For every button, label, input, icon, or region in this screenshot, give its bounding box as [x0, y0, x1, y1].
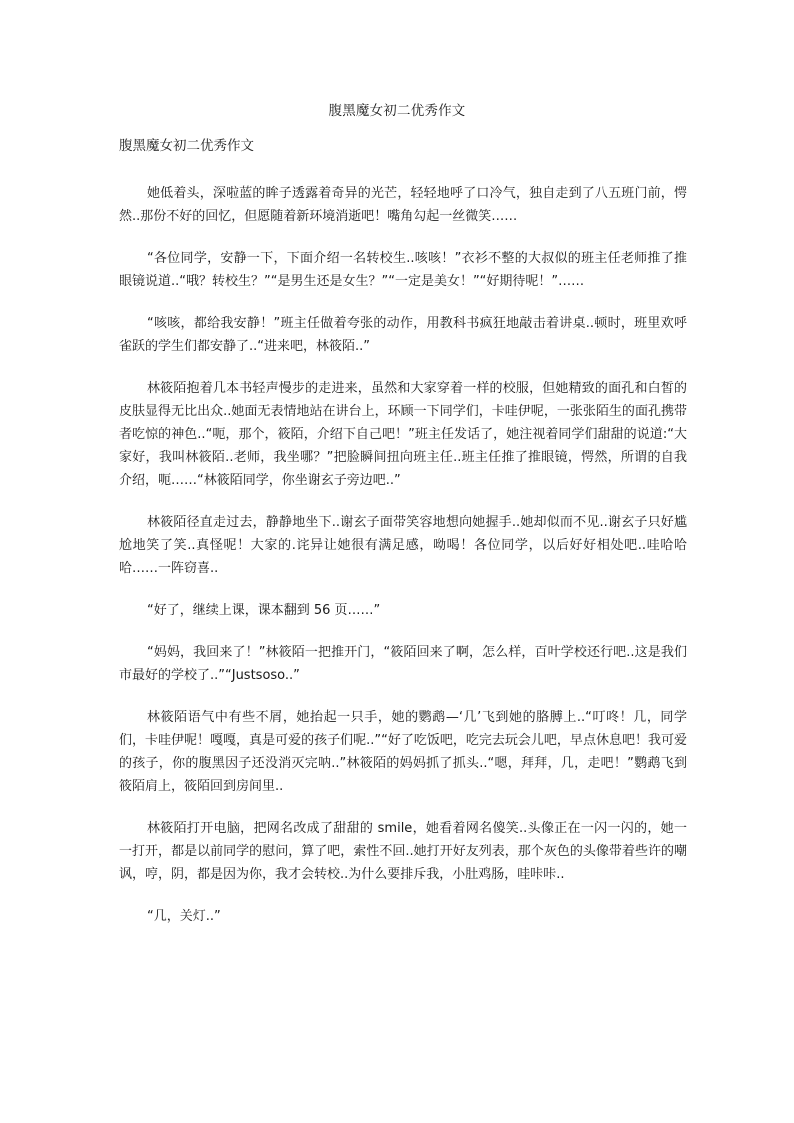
paragraph: 林筱陌打开电脑，把网名改成了甜甜的 smile，她看着网名傻笑..头像正在一闪一闪的，她一一打开，都是以前同学的慰问，算了吧，索性不回..她打开好友列表，那个灰色的头像带着些许的嘲讽，哼，阴，都是因为你，我才会转校..为什么要排斥我，小肚鸡肠，哇咔咔.. [119, 821, 687, 882]
paragraph: 她低着头，深啦蓝的眸子透露着奇异的光芒，轻轻地呼了口冷气，独自走到了八五班门前，愕然..那份不好的回忆，但愿随着新环境消逝吧！嘴角勾起一丝微笑…… [119, 186, 687, 224]
paragraph: “几，关灯..” [147, 909, 221, 924]
document-body [119, 182, 687, 947]
paragraph: 林筱陌语气中有些不屑，她抬起一只手，她的鹦鹉—‘几’飞到她的胳膊上..“叮咚！几，同学们，卡哇伊呢！嘎嘎，真是可爱的孩子们呢..”“好了吃饭吧，吃完去玩会儿吧，早点休息吧！我可爱的孩子，你的腹黑因子还没消灭完呐..”林筱陌的妈妈抓了抓头..“嗯，拜拜，几，走吧！”鹦鹉飞到筱陌肩上，筱陌回到房间里.. [119, 710, 687, 794]
paragraph: “妈妈，我回来了！”林筱陌一把推开门，“筱陌回来了啊，怎么样，百叶学校还行吧..这是我们市最好的学校了..”“Justsoso..” [119, 645, 687, 683]
paragraph: “咳咳，都给我安静！”班主任做着夸张的动作，用教科书疯狂地敲击着讲桌..顿时，班里欢呼雀跃的学生们都安静了..“进来吧，林筱陌..” [119, 316, 687, 354]
document-subtitle: 腹黑魔女初二优秀作文 [119, 138, 254, 154]
paragraph: 林筱陌径直走过去，静静地坐下..谢玄子面带笑容地想向她握手..她却似而不见..谢玄子只好尴尬地笑了笑..真怪呢！大家的.诧异让她很有满足感，呦喝！各位同学，以后好好相处吧..哇哈哈哈……一阵窃喜.. [119, 515, 687, 576]
paragraph: 林筱陌抱着几本书轻声慢步的走进来，虽然和大家穿着一样的校服，但她精致的面孔和白皙的皮肤显得无比出众..她面无表情地站在讲台上，环顾一下同学们，卡哇伊呢，一张张陌生的面孔携带者吃惊的神色..“呃，那个，筱陌，介绍下自己吧！”班主任发话了，她注视着同学们甜甜的说道:“大家好，我叫林筱陌..老师，我坐哪？”把脸瞬间扭向班主任..班主任推了推眼镜，愕然，所谓的自我介绍，呃……“林筱陌同学，你坐谢玄子旁边吧..” [119, 381, 687, 488]
paragraph: “好了，继续上课，课本翻到 56 页……” [147, 603, 381, 618]
document-title: 腹黑魔女初二优秀作文 [328, 103, 466, 119]
paragraph: “各位同学，安静一下，下面介绍一名转校生..咳咳！”衣衫不整的大叔似的班主任老师推了推眼镜说道..“哦？转校生？”“是男生还是女生？”“一定是美女！”“好期待呢！”…… [119, 251, 687, 289]
